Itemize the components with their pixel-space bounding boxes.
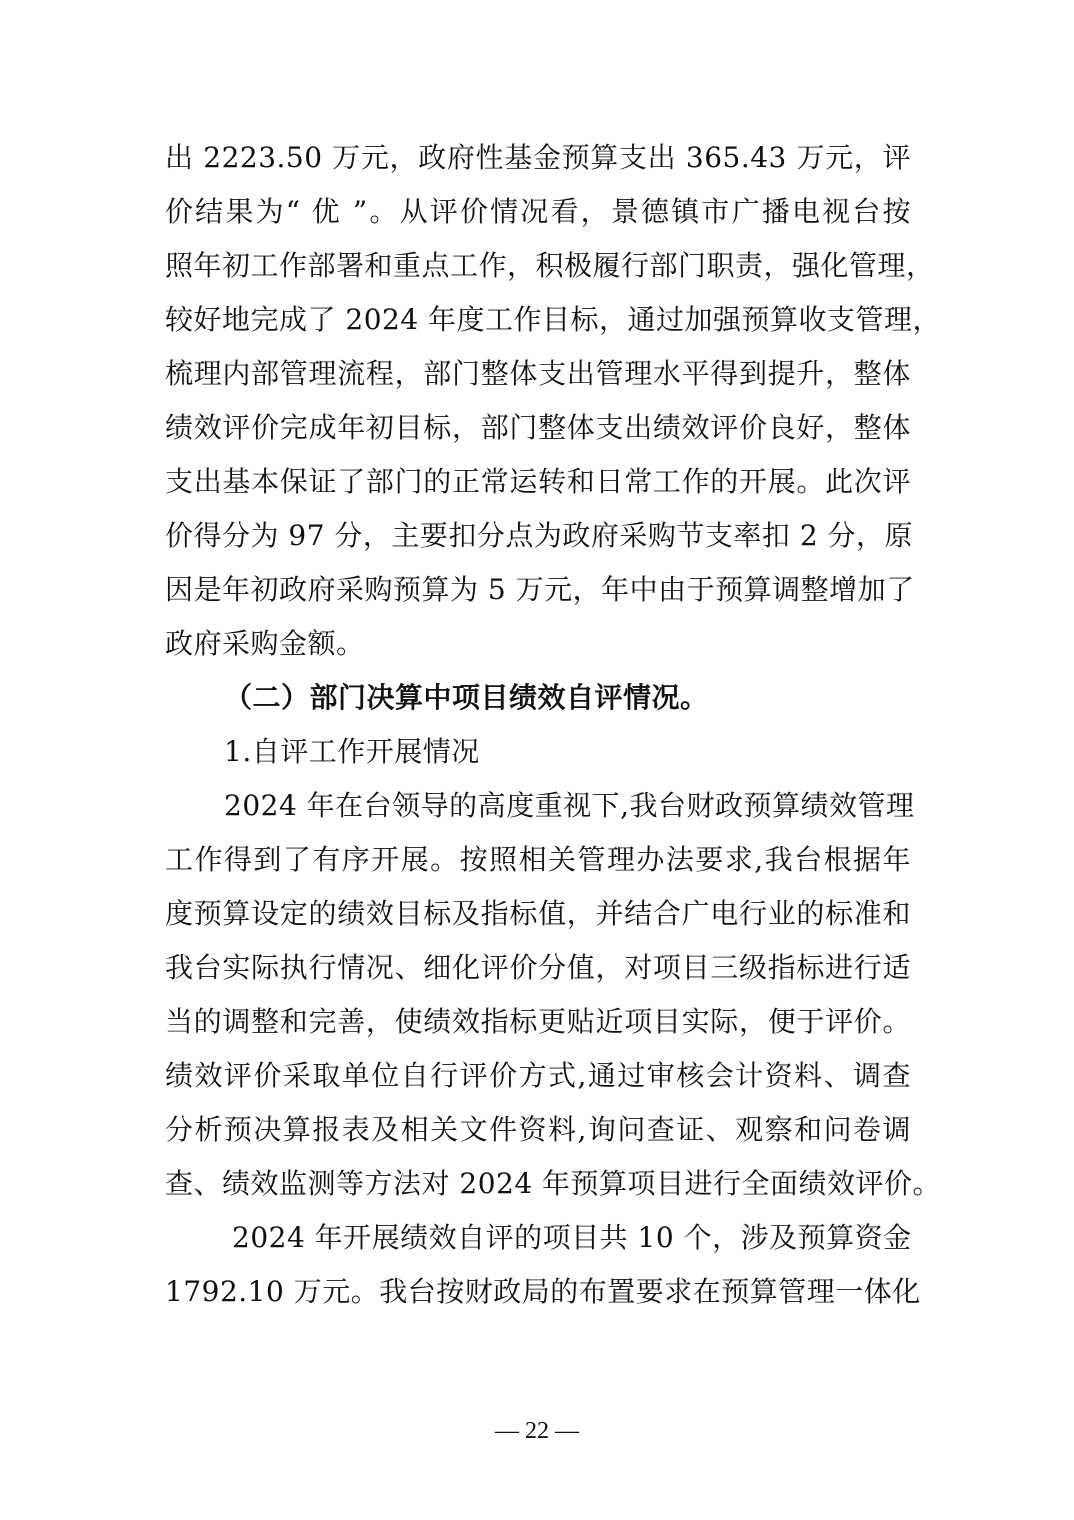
paragraph-line: 绩效评价采取单位自行评价方式,通过审核会计资料、调查 — [165, 1059, 911, 1092]
paragraph-line: 查、绩效监测等方法对 2024 年预算项目进行全面绩效评价。 — [165, 1167, 942, 1200]
paragraph-line: 2024 年在台领导的高度重视下,我台财政预算绩效管理 — [224, 789, 915, 822]
subheading: 1.自评工作开展情况 — [224, 735, 480, 768]
paragraph-line: 出 2223.50 万元，政府性基金预算支出 365.43 万元，评 — [165, 141, 911, 174]
paragraph-line: 较好地完成了 2024 年度工作目标，通过加强预算收支管理， — [165, 303, 942, 336]
paragraph-line: 支出基本保证了部门的正常运转和日常工作的开展。此次评 — [165, 465, 911, 498]
page-number: — 22 — — [495, 1418, 579, 1444]
paragraph-line: 照年初工作部署和重点工作，积极履行部门职责，强化管理， — [165, 249, 935, 282]
paragraph-line: 我台实际执行情况、细化评价分值，对项目三级指标进行适 — [165, 951, 911, 984]
paragraph-line: 2024 年开展绩效自评的项目共 10 个，涉及预算资金 — [232, 1221, 912, 1254]
paragraph-line: 梳理内部管理流程，部门整体支出管理水平得到提升，整体 — [165, 357, 911, 390]
paragraph-line: 价得分为 97 分，主要扣分点为政府采购节支率扣 2 分，原 — [165, 519, 914, 552]
paragraph-line: 政府采购金额。 — [165, 627, 365, 660]
paragraph-line: 度预算设定的绩效目标及指标值，并结合广电行业的标准和 — [165, 897, 911, 930]
paragraph-line: 1792.10 万元。我台按财政局的布置要求在预算管理一体化 — [165, 1275, 921, 1308]
paragraph-line: 价结果为“ 优 ”。从评价情况看，景德镇市广播电视台按 — [165, 195, 911, 228]
paragraph-line: 因是年初政府采购预算为 5 万元，年中由于预算调整增加了 — [165, 573, 915, 606]
paragraph-line: 当的调整和完善，使绩效指标更贴近项目实际，便于评价。 — [165, 1005, 911, 1038]
section-heading: （二）部门决算中项目绩效自评情况。 — [224, 681, 709, 714]
paragraph-line: 绩效评价完成年初目标，部门整体支出绩效评价良好，整体 — [165, 411, 911, 444]
paragraph-line: 分析预决算报表及相关文件资料,询问查证、观察和问卷调 — [165, 1113, 911, 1146]
paragraph-line: 工作得到了有序开展。按照相关管理办法要求,我台根据年 — [165, 843, 911, 876]
